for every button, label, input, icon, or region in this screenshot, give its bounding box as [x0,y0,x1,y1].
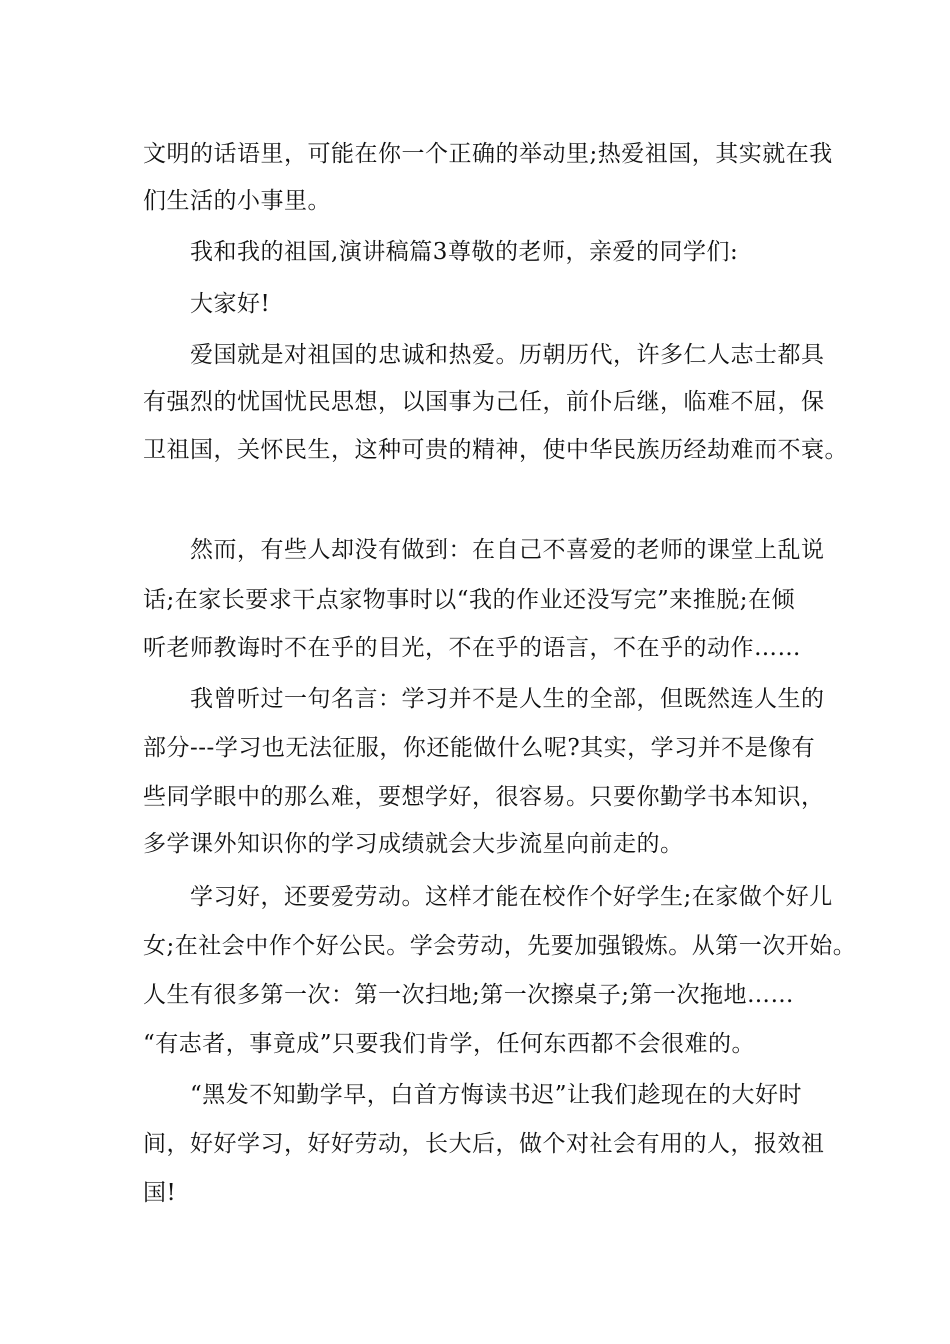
text-line: 我和我的祖国,演讲稿篇3尊敬的老师，亲爱的同学们: [190,239,739,265]
text-line: 国! [143,1180,177,1206]
text-line: 然而，有些人却没有做到：在自己不喜爱的老师的课堂上乱说 [190,537,825,563]
text-line: 们生活的小事里。 [143,188,331,214]
text-line: 女;在社会中作个好公民。学会劳动，先要加强锻炼。从第一次开始。 [143,933,857,959]
text-line: 卫祖国，关怀民生，这种可贵的精神，使中华民族历经劫难而不衰。 [143,437,848,463]
text-line: 大家好! [190,291,271,317]
text-line: “黑发不知勤学早，白首方悔读书迟”让我们趁现在的大好时 [190,1082,803,1108]
text-line: 听老师教诲时不在乎的目光，不在乎的语言，不在乎的动作…… [143,635,801,661]
text-line: 爱国就是对祖国的忠诚和热爱。历朝历代，许多仁人志士都具 [190,342,825,368]
text-line: “有志者，事竟成”只要我们肯学，任何东西都不会很难的。 [143,1031,756,1057]
text-line: 话;在家长要求干点家物事时以“我的作业还没写完”来推脱;在倾 [143,587,796,613]
text-line: 有强烈的忧国忧民思想，以国事为己任，前仆后继，临难不屈，保 [143,389,825,415]
text-line: 人生有很多第一次：第一次扫地;第一次擦桌子;第一次拖地…… [143,982,794,1008]
text-line: 间，好好学习，好好劳动，长大后，做个对社会有用的人，报效祖 [143,1131,825,1157]
text-line: 多学课外知识你的学习成绩就会大步流星向前走的。 [143,831,684,857]
text-line: 文明的话语里，可能在你一个正确的举动里;热爱祖国，其实就在我 [143,141,833,167]
text-line: 些同学眼中的那么难，要想学好，很容易。只要你勤学书本知识， [143,784,825,810]
text-line: 我曾听过一句名言：学习并不是人生的全部，但既然连人生的 [190,686,825,712]
text-line: 学习好，还要爱劳动。这样才能在校作个好学生;在家做个好儿 [190,884,833,910]
text-line: 部分---学习也无法征服，你还能做什么呢?其实，学习并不是像有 [143,735,816,761]
